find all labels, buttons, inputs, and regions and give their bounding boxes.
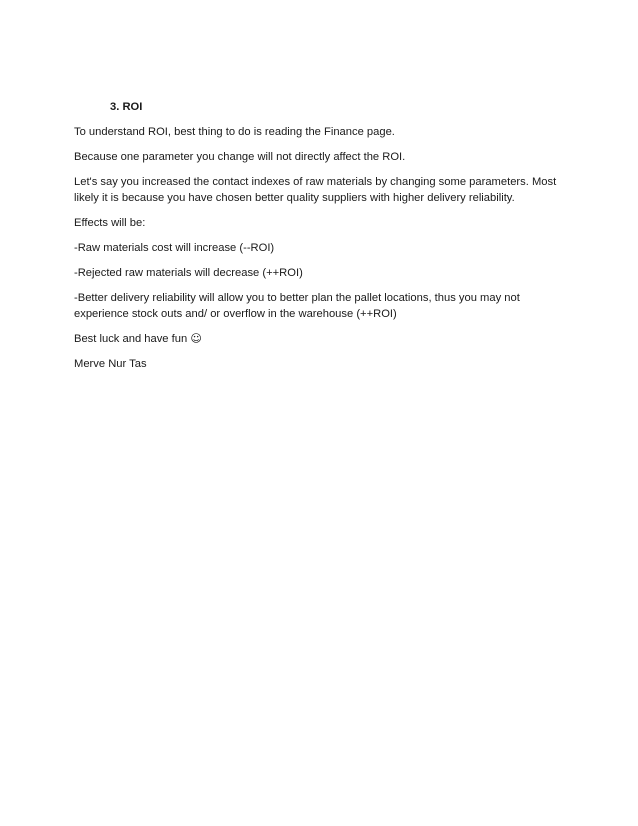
closing-text: Best luck and have fun: [74, 333, 188, 345]
document-body: [74, 99, 566, 381]
paragraph-parameter-effect: Because one parameter you change will not directly affect the ROI.: [74, 151, 406, 163]
paragraph-effects-intro: Effects will be:: [74, 217, 146, 229]
section-heading: 3. ROI: [110, 101, 143, 113]
signature: Merve Nur Tas: [74, 358, 147, 370]
effect-item-delivery: -Better delivery reliability will allow you to better plan the pallet locations, thus you may not experience stock outs and/ or overflow in the warehouse (++ROI): [74, 292, 520, 320]
effect-item-rejected: -Rejected raw materials will decrease (++ROI): [74, 267, 303, 279]
paragraph-finance-page: To understand ROI, best thing to do is reading the Finance page.: [74, 126, 395, 138]
effect-item-raw-cost: -Raw materials cost will increase (--ROI): [74, 242, 275, 254]
paragraph-contact-indexes: Let's say you increased the contact indexes of raw materials by changing some parameters. Most likely it is because you have chosen better quality suppliers with higher delivery reliability.: [74, 176, 557, 204]
smiley-icon: ☺: [190, 332, 202, 345]
closing-line: [74, 331, 566, 347]
